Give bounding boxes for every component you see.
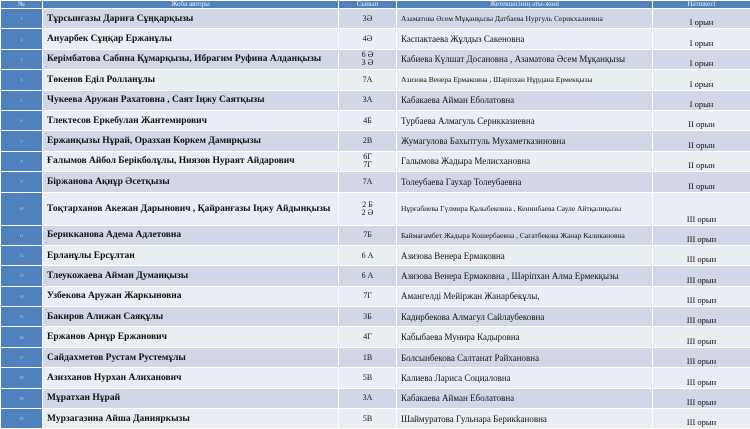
row-supervisor: Баймағамбет Жадыра Кошербаевна , Сагатбекова Жанар Каликановна <box>397 225 653 245</box>
row-author: Узбекова Аружан Жаркыновна <box>43 286 339 306</box>
row-result: II орын <box>653 110 750 130</box>
table-row <box>1 409 750 429</box>
row-result: III орын <box>653 388 750 408</box>
row-author: Азизханов Нурхан Алиханович <box>43 368 339 388</box>
table-row <box>1 90 750 110</box>
row-grade: 2В <box>339 131 397 151</box>
row-supervisor: Галымова Жадыра Мелисхановна <box>397 151 653 171</box>
table-body <box>1 9 750 429</box>
row-result: I орын <box>653 9 750 29</box>
row-author: Ержанов Арнұр Ержанович <box>43 327 339 347</box>
row-grade: 6 А <box>339 245 397 265</box>
row-number: 5 <box>1 90 43 110</box>
row-number: 4 <box>1 70 43 90</box>
row-author: Ерланұлы Ерсұлтан <box>43 245 339 265</box>
table-row <box>1 29 750 49</box>
row-grade: 7Г <box>339 286 397 306</box>
row-author: Ануарбек Сұңқар Ержанұлы <box>43 29 339 49</box>
table-row <box>1 266 750 286</box>
row-number: 15 <box>1 307 43 327</box>
row-number: 1 <box>1 9 43 29</box>
row-grade: 6Г 7Г <box>339 151 397 171</box>
row-supervisor: Каспактаева Жұлдыз Сакеновна <box>397 29 653 49</box>
row-supervisor: Нұрғабиева Гүлмира Қалыбековна , Кенинбаева Сауле Айтқалиқызы <box>397 192 653 225</box>
table-row <box>1 192 750 225</box>
row-author: Сайдахметов Рустам Рустемұлы <box>43 347 339 367</box>
row-supervisor: Толеубаева Гаухар Толеубаевна <box>397 172 653 192</box>
table-row <box>1 347 750 367</box>
row-supervisor: Амангелді Мейіржан Жанарбекұлы, <box>397 286 653 306</box>
row-author: Біржанова Ақнұр Әсетқызы <box>43 172 339 192</box>
row-number: 13 <box>1 266 43 286</box>
table-header-row <box>1 1 750 9</box>
table-row <box>1 131 750 151</box>
row-supervisor: Жумагулова Бахытгуль Мухаметказиновна <box>397 131 653 151</box>
row-result: II орын <box>653 172 750 192</box>
row-number: 9 <box>1 172 43 192</box>
row-number: 17 <box>1 347 43 367</box>
table-row <box>1 327 750 347</box>
row-result: I орын <box>653 49 750 69</box>
row-result: III орын <box>653 286 750 306</box>
table-row <box>1 151 750 171</box>
row-result: III орын <box>653 347 750 367</box>
row-grade: 1В <box>339 347 397 367</box>
table-row <box>1 307 750 327</box>
row-supervisor: Кабиева Күлшат Досановна , Азаматова Әсем Мұқанқызы <box>397 49 653 69</box>
row-supervisor: Шаймуратова Гульнара Берикkановна <box>397 409 653 429</box>
row-number: 14 <box>1 286 43 306</box>
row-author: Чукеева Аружан Рахатовна , Саят Іңжу Саятқызы <box>43 90 339 110</box>
row-supervisor: Кадирбекова Алмагул Сайлаубековна <box>397 307 653 327</box>
row-author: Төкенов Еділ Ролланұлы <box>43 70 339 90</box>
row-supervisor: Калиева Лариса Социаловна <box>397 368 653 388</box>
row-number: 7 <box>1 131 43 151</box>
row-result: III орын <box>653 192 750 225</box>
row-author: Тлектесов Еркебулан Жантемирович <box>43 110 339 130</box>
row-author: Керімбатова Сабина Құмарқызы, Ибрагим Руфина Алданқызы <box>43 49 339 69</box>
row-grade: 7А <box>339 172 397 192</box>
row-grade: 7А <box>339 70 397 90</box>
row-result: I орын <box>653 90 750 110</box>
row-grade: 3Ә <box>339 9 397 29</box>
row-grade: 4Ә <box>339 29 397 49</box>
row-grade: 7Б <box>339 225 397 245</box>
table-row <box>1 9 750 29</box>
table-row <box>1 70 750 90</box>
row-author: Мұратхан Нұрай <box>43 388 339 408</box>
row-result: III орын <box>653 368 750 388</box>
row-number: 19 <box>1 388 43 408</box>
table-row <box>1 110 750 130</box>
row-number: 12 <box>1 245 43 265</box>
row-author: Тлеукожаева Айман Думанқызы <box>43 266 339 286</box>
table-row <box>1 49 750 69</box>
header-supervisor: Жетекшісінің аты-жөні <box>397 1 653 9</box>
table-row <box>1 286 750 306</box>
row-supervisor: Кабыбаева Мунира Кадыровна <box>397 327 653 347</box>
row-number: 11 <box>1 225 43 245</box>
row-supervisor: Азаматова Әсем Мұқанқызы Датбаева Нургуль Серикхалиевна <box>397 9 653 29</box>
row-grade: 5В <box>339 409 397 429</box>
row-author: Мурзагазина Айша Данияркызы <box>43 409 339 429</box>
header-number: № <box>1 1 43 9</box>
table-row <box>1 388 750 408</box>
row-author: Тоқтарханов Акежан Дарынович , Қайранғазы Іңжу Айдынқызы <box>43 192 339 225</box>
row-result: I орын <box>653 70 750 90</box>
row-number: 18 <box>1 368 43 388</box>
row-grade: 6 А <box>339 266 397 286</box>
row-result: III орын <box>653 245 750 265</box>
row-result: III орын <box>653 225 750 245</box>
row-supervisor: Болсынбекова Салтанат Райхановна <box>397 347 653 367</box>
table-row <box>1 368 750 388</box>
row-number: 3 <box>1 49 43 69</box>
table-row <box>1 245 750 265</box>
row-result: III орын <box>653 266 750 286</box>
row-number: 8 <box>1 151 43 171</box>
row-result: III орын <box>653 409 750 429</box>
row-number: 16 <box>1 327 43 347</box>
row-result: III орын <box>653 327 750 347</box>
row-grade: 6 Ә 3 Ә <box>339 49 397 69</box>
row-grade: 3Б <box>339 307 397 327</box>
table-row <box>1 172 750 192</box>
row-grade: 3А <box>339 90 397 110</box>
row-supervisor: Турбаева Алмагуль Серикказиевна <box>397 110 653 130</box>
row-supervisor: Азизова Венера Ермаковна , Шәріпхан Алма Ермекқызы <box>397 266 653 286</box>
row-supervisor: Кабакаева Айман Еболатовна <box>397 388 653 408</box>
row-result: II орын <box>653 131 750 151</box>
row-number: 2 <box>1 29 43 49</box>
row-grade: 4Б <box>339 110 397 130</box>
row-number: 6 <box>1 110 43 130</box>
row-result: I орын <box>653 29 750 49</box>
row-number: 20 <box>1 409 43 429</box>
header-grade: Сынып <box>339 1 397 9</box>
row-result: III орын <box>653 307 750 327</box>
row-supervisor: Кабакаева Айман Еболатовна <box>397 90 653 110</box>
row-author: Ержанқызы Нұрай, Оразхан Көркем Дамирқызы <box>43 131 339 151</box>
row-author: Тұрсынғазы Дариға Сұңқарқызы <box>43 9 339 29</box>
row-number: 10 <box>1 192 43 225</box>
row-result: II орын <box>653 151 750 171</box>
row-grade: 5В <box>339 368 397 388</box>
row-supervisor: Азизова Венера Ермаковна , Шәріпхан Нұрдана Ермекқызы <box>397 70 653 90</box>
row-supervisor: Азизова Венера Ермаковна <box>397 245 653 265</box>
row-grade: 4Г <box>339 327 397 347</box>
table-row <box>1 225 750 245</box>
header-result: Нәтижесі <box>653 1 750 9</box>
row-author: Бакиров Алижан Саяқұлы <box>43 307 339 327</box>
row-grade: 3А <box>339 388 397 408</box>
row-author: Берикканова Адема Адлетовна <box>43 225 339 245</box>
row-author: Ғалымов Айбол Берікболұлы, Ниязов Нураят Айдарович <box>43 151 339 171</box>
header-author: Жоба авторы <box>43 1 339 9</box>
row-grade: 2 Б 2 Ә <box>339 192 397 225</box>
